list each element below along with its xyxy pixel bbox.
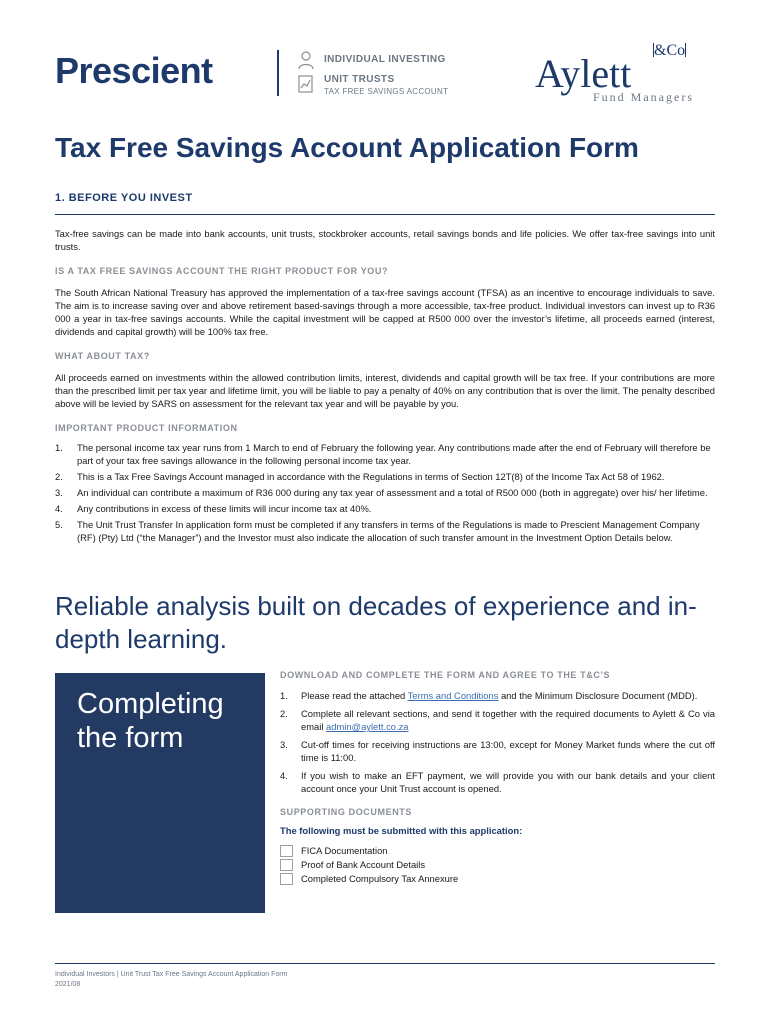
list-number: 4.: [280, 770, 288, 781]
right-product-paragraph: The South African National Treasury has approved the implementation of a tax-free savings account (TFSA) as an incentive to encourage individuals to save. The aim is to increase saving over and above retirement based-savings through a more accessible, tax-free product. Individual investors can invest up to R36 000 a year in tax-free savings accounts. While the capital investment will be capped at R500 000 over the investor’s lifetime, all proceeds earned (interest, dividends and capital growth) will be 100% tax free.: [55, 287, 715, 337]
terms-and-conditions-link[interactable]: Terms and Conditions: [407, 690, 499, 701]
checklist-label: Proof of Bank Account Details: [301, 859, 426, 870]
user-icon: [297, 50, 315, 70]
list-number: 2.: [280, 708, 288, 719]
list-item: [55, 470, 715, 483]
completing-form-title: [77, 687, 224, 755]
list-text: This is a Tax Free Savings Account managed in accordance with the Regulations in terms of Section 12T(8) of the Income Tax Act 58 of 1962.: [77, 471, 665, 482]
header-label-tfsa: TAX FREE SAVINGS ACCOUNT: [324, 87, 449, 96]
documents-checklist: [280, 844, 715, 886]
list-text: The personal income tax year runs from 1 March to end of February the following year. Any contributions made after the end of February will therefore be part of your tax free savings allowance in the following personal income tax year.: [77, 442, 711, 466]
tagline: Reliable analysis built on decades of experience and in-depth learning.: [55, 591, 697, 654]
subheading-tax: WHAT ABOUT TAX?: [55, 351, 150, 361]
list-text: Any contributions in excess of these limits will incur income tax at 40%.: [77, 503, 372, 514]
header-divider: [277, 50, 279, 96]
list-number: 1.: [55, 442, 63, 453]
footer-date: 2021/08: [55, 981, 81, 988]
subheading-right-product: IS A TAX FREE SAVINGS ACCOUNT THE RIGHT PRODUCT FOR YOU?: [55, 266, 389, 276]
page-footer: [55, 970, 287, 990]
list-number: 1.: [280, 690, 288, 701]
list-number: 4.: [55, 503, 63, 514]
prescient-logo: Prescient: [55, 50, 213, 91]
subheading-product-info: IMPORTANT PRODUCT INFORMATION: [55, 423, 238, 433]
footer-title: Individual Investors | Unit Trust Tax Free Savings Account Application Form: [55, 971, 288, 978]
aylett-logo-co: [653, 42, 686, 60]
list-number: 3.: [280, 739, 288, 750]
step-text: If you wish to make an EFT payment, we will provide you with our bank details and your client account once your Unit Trust account is opened.: [301, 770, 715, 794]
checklist-item: [280, 872, 715, 886]
list-number: 2.: [55, 471, 63, 482]
step-text: Cut-off times for receiving instructions are 13:00, except for Money Market funds where the cut off time is 11:00.: [301, 739, 715, 763]
download-heading: DOWNLOAD AND COMPLETE THE FORM AND AGREE TO THE T&C’S: [280, 670, 611, 680]
steps-list: [280, 689, 715, 795]
intro-paragraph: Tax-free savings can be made into bank accounts, unit trusts, stockbroker accounts, retail savings bonds and life policies. We offer tax-free savings into unit trusts.: [55, 228, 715, 252]
list-item: [55, 502, 715, 515]
list-item: [280, 769, 715, 795]
list-item: [55, 486, 715, 499]
aylett-co-text: &Co: [654, 42, 686, 59]
page-title: Tax Free Savings Account Application Form: [55, 132, 639, 163]
section-heading: 1. BEFORE YOU INVEST: [55, 192, 715, 215]
product-info-list: [55, 441, 715, 544]
list-item: [280, 707, 715, 733]
required-documents-label: The following must be submitted with this application:: [280, 825, 523, 836]
document-checkbox[interactable]: [280, 859, 293, 871]
step-text: Please read the attached: [301, 690, 408, 701]
footer-divider: [55, 963, 715, 964]
list-item: [55, 518, 715, 544]
before-you-invest-section: [55, 192, 715, 547]
header-icons: [297, 50, 317, 98]
list-item: [55, 441, 715, 467]
completing-title-line-1: Completing: [77, 688, 224, 720]
header-label-unit-trusts: UNIT TRUSTS: [324, 74, 395, 85]
checklist-label: FICA Documentation: [301, 845, 388, 856]
checklist-item: [280, 858, 715, 872]
aylett-logo-subtitle: Fund Managers: [593, 90, 694, 104]
page-header: [55, 40, 715, 110]
document-chart-icon: [297, 74, 315, 94]
supporting-documents-heading: SUPPORTING DOCUMENTS: [280, 807, 413, 817]
admin-email-link[interactable]: admin@aylett.co.za: [326, 721, 409, 732]
document-checkbox[interactable]: [280, 845, 293, 857]
list-text: An individual can contribute a maximum of R36 000 during any tax year of assessment and a total of R500 000 (both in aggregate) over his/ her lifetime.: [77, 487, 708, 498]
document-checkbox[interactable]: [280, 873, 293, 885]
aylett-logo-name: Aylett: [535, 51, 632, 96]
step-text: and the Minimum Disclosure Document (MDD).: [498, 690, 698, 701]
tax-paragraph: All proceeds earned on investments within the allowed contribution limits, interest, dividends and capital growth will be tax free. If your contributions are more than the prescribed limit per tax year and lifetime limit, you will be liable to pay a penalty of 40% on any contribution that is over the limit. The penalty described above will be levied by SARS on assessment for the relevant tax year and will be payable by you.: [55, 372, 715, 409]
completing-title-line-2: the form: [77, 722, 184, 754]
completing-form-box: [55, 673, 265, 913]
checklist-item: [280, 844, 715, 858]
list-number: 5.: [55, 519, 63, 530]
list-number: 3.: [55, 487, 63, 498]
list-item: [280, 689, 715, 702]
list-item: [280, 738, 715, 764]
list-text: The Unit Trust Transfer In application form must be completed if any transfers in terms of the Regulations is made to Prescient Management Company (RF) (Pty) Ltd (“the Manager”) and the Investor must also indicate the allocation of such transfer amount in the Investment Option Details below.: [77, 519, 700, 543]
header-labels: [324, 54, 448, 98]
step-text: Complete all relevant sections, and send it together with the required documents to Aylett & Co via email: [301, 708, 715, 732]
aylett-logo: [535, 40, 695, 110]
header-label-individual-investing: INDIVIDUAL INVESTING: [324, 54, 446, 65]
completing-instructions: [280, 670, 715, 886]
checklist-label: Completed Compulsory Tax Annexure: [301, 873, 459, 884]
